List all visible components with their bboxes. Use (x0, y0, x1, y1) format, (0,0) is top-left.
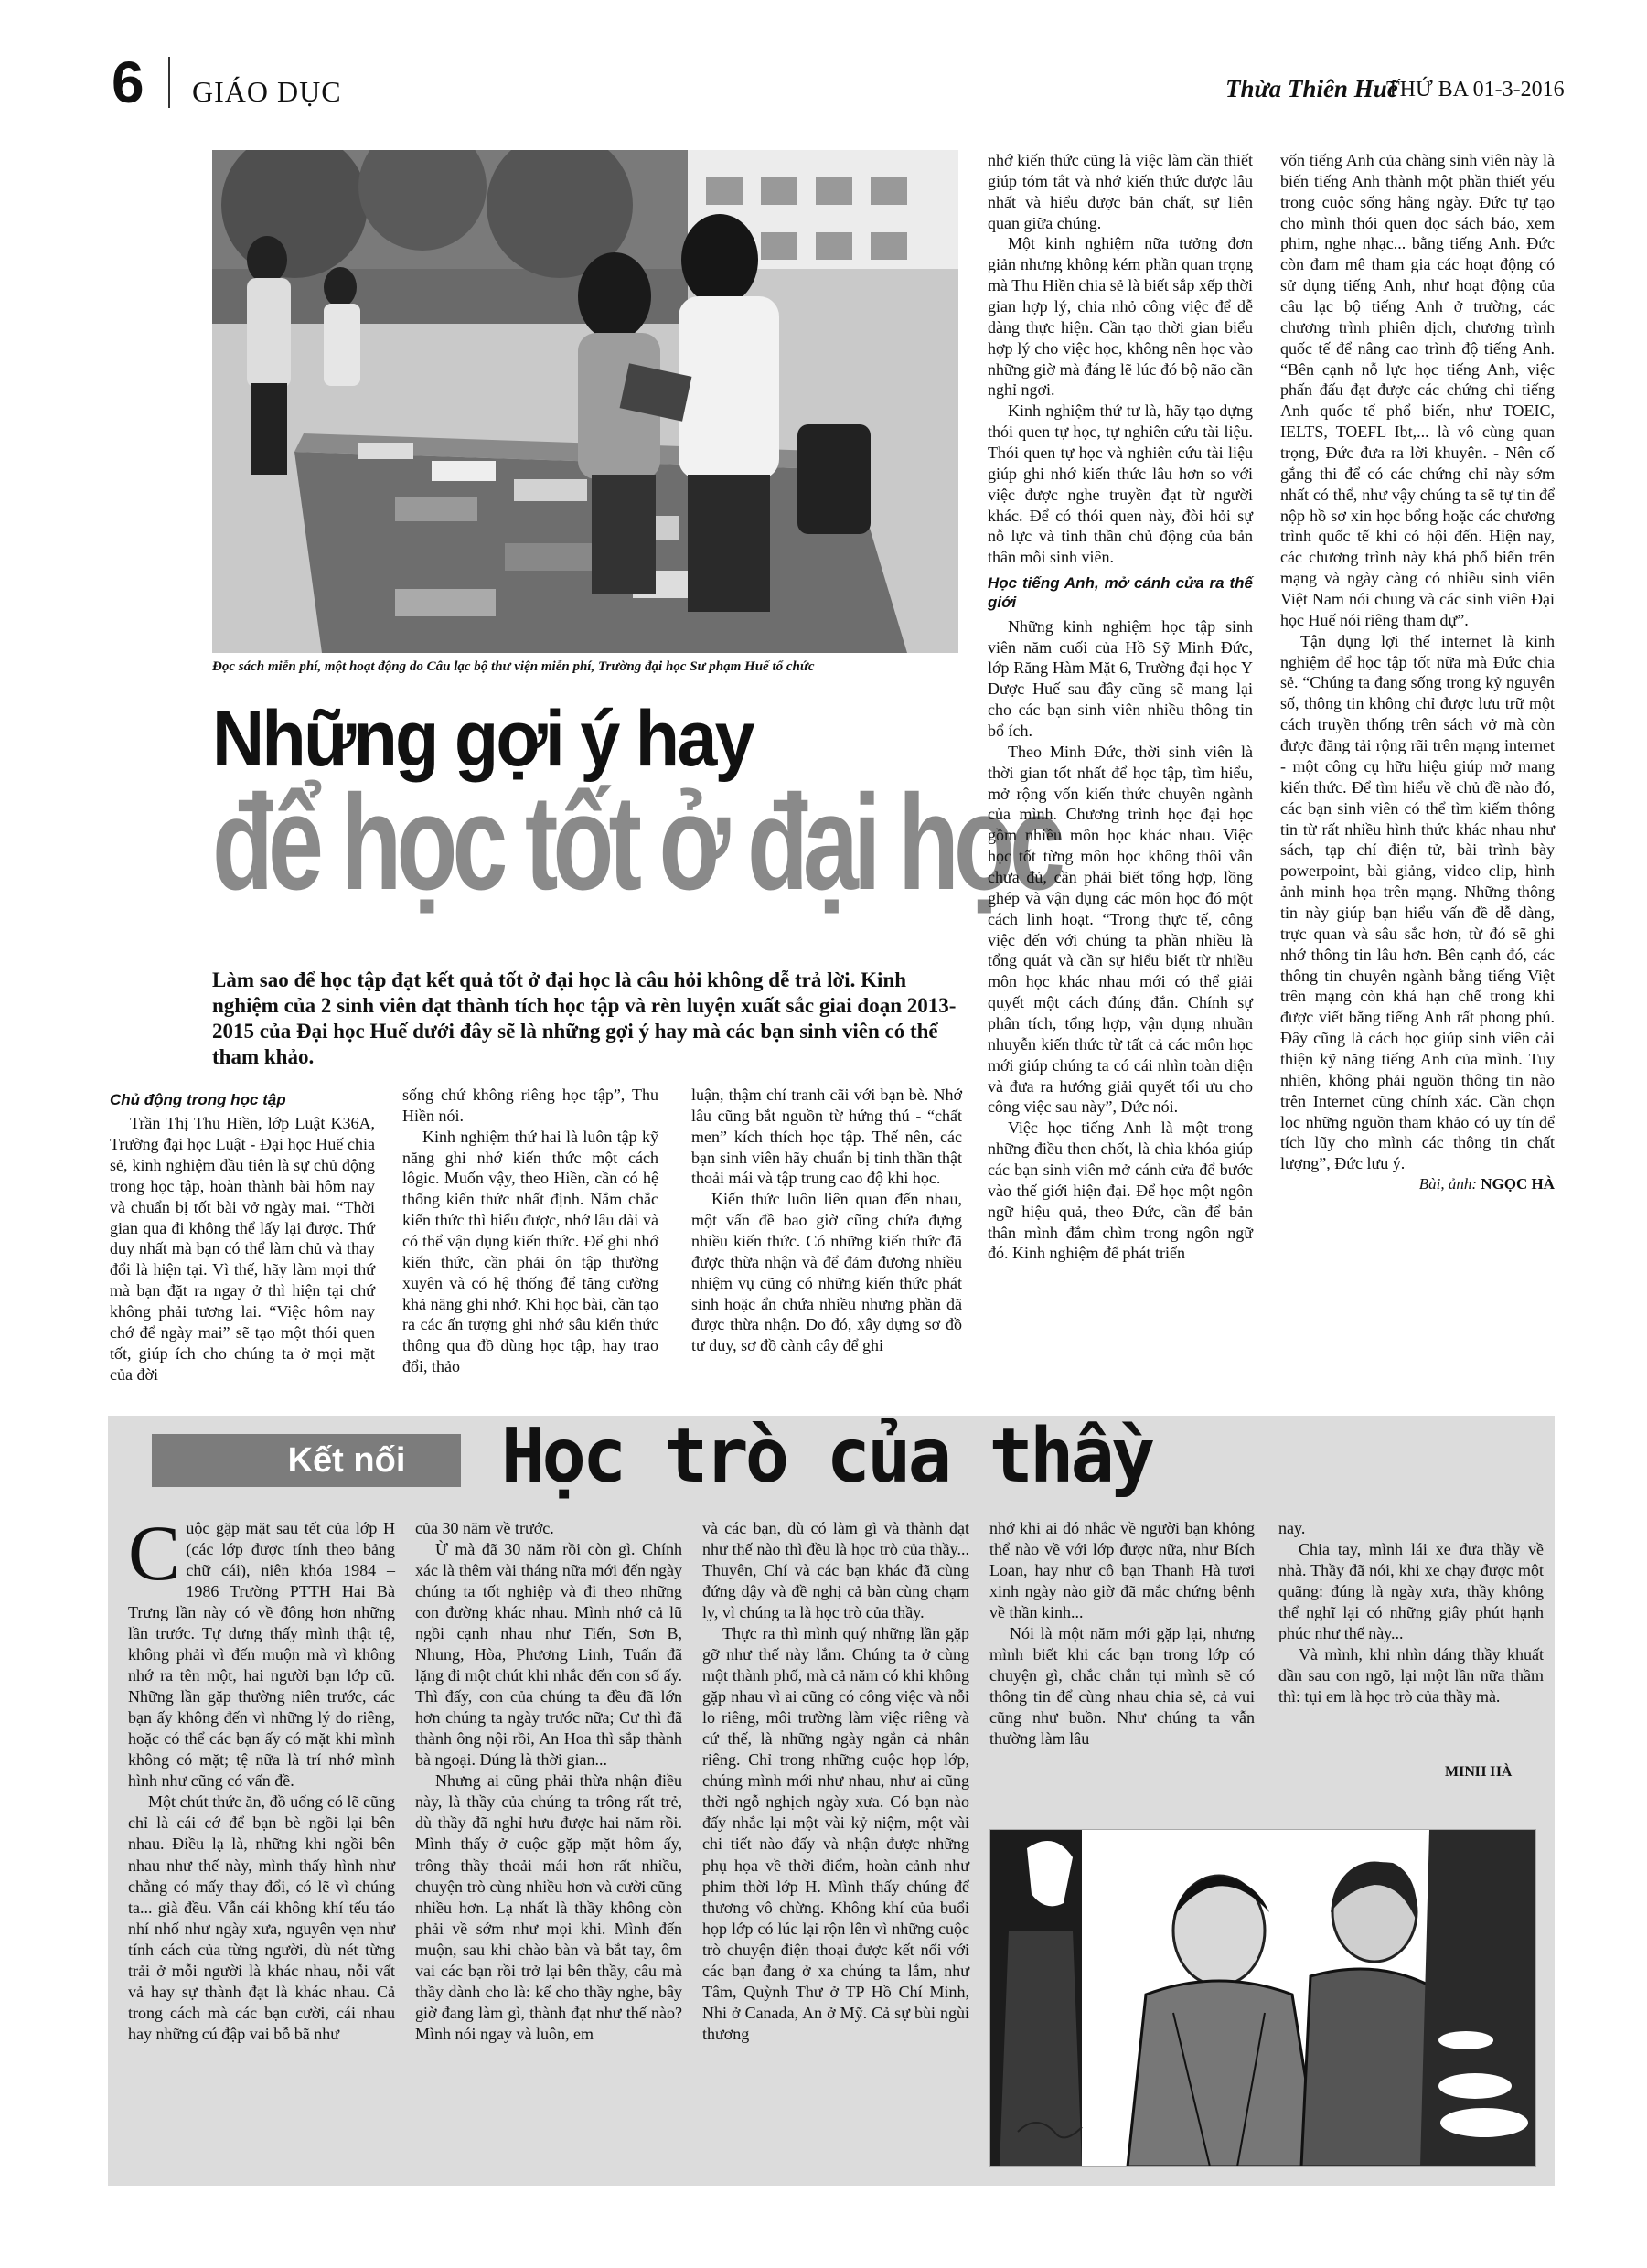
paragraph: luận, thậm chí tranh cãi với bạn bè. Nhớ lâu cũng bắt nguồn từ hứng thú - “chất men” kích thích học tập. Thế nên, các bạn sinh viên hãy chuẩn bị tinh thần thật thoải mái và tập trung cao độ khi học. (691, 1086, 962, 1188)
paragraph: của 30 năm về trước. (415, 1519, 554, 1537)
paragraph: Trần Thị Thu Hiền, lớp Luật K36A, Trường đại học Luật - Đại học Huế chia sẻ, kinh nghiệm đầu tiên là sự chủ động trong học tập, hoàn thành bài hôm nay và chuẩn bị tốt bài vở ngày mai. “Thời gian qua đi không thể lấy lại được. Thứ duy nhất mà bạn có thể làm chủ và thay đổi là hiện tại. Vì thế, hãy làm mọi thứ mà bạn đặt ra ngay ở thì hiện tại chứ không phải tương lai. “Việc hôm nay chớ để ngày mai” sẽ tạo một thói quen tốt, giúp ích cho chúng ta ở mọi mặt của đời (110, 1114, 375, 1384)
paragraph: Ừ mà đã 30 năm rồi còn gì. Chính xác là thêm vài tháng nữa mới đến ngày chúng ta tốt nghiệp và đi theo những con đường khác nhau. Mình nhớ cả lũ ngồi cạnh nhau như Tiến, Sơn B, Nhung, Hòa, Phương Linh, Tuấn đã lặng đi một chút khi nhắc đến con số ấy. Thì đấy, con của chúng ta đều đã lớn hơn chúng ta ngày trước nữa; Cư thì đã thành ông nội rồi, An Hoa thì sắp thành bà ngoại. Đúng là thời gian... (415, 1540, 682, 1770)
ket-noi-column-5 (1278, 1518, 1544, 1707)
paragraph: Kinh nghiệm thứ hai là luôn tập kỹ năng ghi nhớ kiến thức một cách lôgic. Muốn vậy, theo Hiền, cần có hệ thống kiến thức nhất định. Nắm chắc kiến thức thì hiểu được, nhớ lâu dài và có thể vận dụng kiến thức. Để ghi nhớ kiến thức, cần phải ôn tập thường xuyên và có hệ thống để tăng cường khả năng ghi nhớ. Khi học bài, cần tạo ra các ấn tượng ghi nhớ sâu kiến thức thông qua đồ dùng học tập, hay trao đổi, thảo (402, 1127, 658, 1376)
paragraph: và các bạn, dù có làm gì và thành đạt như thế nào thì đều là học trò của thầy... Thuyên, Chí và các bạn khác đã cùng đứng dậy và đề nghị cả bàn cùng chạm ly, vì chúng ta là học trò của thầy. (702, 1519, 969, 1622)
ket-noi-column-2 (415, 1518, 682, 2045)
byline-author: NGỌC HÀ (1481, 1175, 1555, 1193)
subheading: Chủ động trong học tập (110, 1091, 286, 1108)
paragraph: Thực ra thì mình quý những lần gặp gỡ như thế này lắm. Chúng ta ở cùng một thành phố, mà cả năm có khi không gặp nhau vì ai cũng có công việc và nỗi lo riêng, môi trường làm việc riêng và cứ thế, là những ngày ngắn cả nhân riêng. Chỉ trong những cuộc họp lớp, chúng mình mới như nhau, như ai cũng thời ngỗ nghịch ngày xưa. Có bạn nào đấy nhắc lại một vài kỷ niệm, một vài chi tiết nào đấy và nhận được những phụ họa về thời điểm, hoàn cảnh như phim thời lớp H. Mình thấy chúng để thương vô chừng. Không khí của buổi họp lớp có lúc lại rộn lên vì những cuộc trò chuyện điện thoại được kết nối với các bạn đang ở xa chúng ta lắm, như Tâm, Quỳnh Thư ở TP Hồ Chí Minh, Nhi ở Canada, An ở Mỹ. Cả sự bùi ngùi thương (702, 1624, 969, 2043)
paragraph: Kinh nghiệm thứ tư là, hãy tạo dựng thói quen tự học, tự nghiên cứu tài liệu. Thói quen tự học và nghiên cứu tài liệu giúp ghi nhớ kiến thức lâu hơn so với việc được nghe truyền đạt từ người khác. Để có thói quen này, đòi hỏi sự nỗ lực và tinh thần chủ động của bản thân mỗi sinh viên. (988, 401, 1253, 567)
paragraph: sống chứ không riêng học tập”, Thu Hiền nói. (402, 1086, 658, 1125)
paragraph: vốn tiếng Anh của chàng sinh viên này là biến tiếng Anh thành một phần thiết yếu trong cuộc sống hằng ngày. Đức tự tạo cho mình thói quen đọc sách báo, xem phim, nghe nhạc... bằng tiếng Anh. Đức còn đam mê tham gia các hoạt động có sử dụng tiếng Anh, như hoạt động của câu lạc bộ tiếng Anh ở trường, các chương trình phiên dịch, chương trình quốc tế để nâng cao trình độ tiếng Anh. “Bên cạnh nỗ lực học tiếng Anh, việc phấn đấu đạt được các chứng chỉ tiếng Anh quốc tế phổ biến, như TOEIC, IELTS, TOEFL Ibt,... là vô cùng quan trọng, Đức đưa ra lời khuyên. - Nên cố gắng thi để có các chứng chỉ này sớm nhất có thể, như vậy chúng ta sẽ tự tin để nộp hồ sơ xin học bổng hoặc các chương trình quốc tế khi có hội đến. Hiện nay, các chương trình này khá phổ biến trên mạng và ngày càng có nhiều sinh viên Việt Nam nói chung và các sinh viên Đại học Huế nói riêng tham dự”. (1280, 151, 1555, 629)
paragraph: Một kinh nghiệm nữa tưởng đơn giản nhưng không kém phần quan trọng mà Thu Hiền chia sẻ là biết sắp xếp thời gian hợp lý, chia nhỏ công việc để dễ dàng thực hiện. Cần tạo thời gian biểu hợp lý cho việc học, không nên học vào những giờ mà đáng lẽ lúc đó bộ não cần nghỉ ngơi. (988, 234, 1253, 400)
paragraph: Chia tay, mình lái xe đưa thầy về nhà. Thầy đã nói, khi xe chạy được một quãng: đúng là ngày xưa, thầy không thể nghĩ lại có những giây phút hạnh phúc như thế này... (1278, 1540, 1544, 1643)
article-lede: Làm sao để học tập đạt kết quả tốt ở đại học là câu hỏi không dễ trả lời. Kinh nghiệm của 2 sinh viên đạt thành tích học tập và rèn luyện xuất sắc giai đoạn 2013-2015 của Đại học Huế dưới đây sẽ là những gợi ý hay mà các bạn sinh viên có thể tham khảo. (212, 968, 957, 1069)
issue-date: THỨ BA 01-3-2016 (1386, 78, 1565, 102)
subheading: Học tiếng Anh, mở cánh cửa ra thế giới (988, 574, 1253, 612)
header-divider (168, 57, 170, 108)
paragraph: Cuộc gặp mặt sau tết của lớp H (các lớp được tính theo bảng chữ cái), niên khóa 1984 – 1986 Trường PTTH Hai Bà Trưng lần này có về đông hơn những lần trước. Tự dưng thấy mình thật tệ, không phải vì đến muộn mà vì không nhớ ra tên một, hai người bạn lớp cũ. Những lần gặp thường niên trước, các bạn ấy không đến vì những lý do riêng, hoặc có thể các bạn ấy có mặt khi mình không có mặt; tệ nữa là trí nhớ mình hình như cũng có vấn đề. (128, 1509, 395, 1791)
headline-line-1: Những gợi ý hay (212, 695, 753, 783)
paragraph: Kiến thức luôn liên quan đến nhau, một vấn đề bao giờ cũng chứa đựng nhiều kiến thức. Có những kiến thức đã được thừa nhận và để đảm đương nhiều nhiệm vụ cũng có những kiến thức phát sinh hoặc ẩn chứa nhiều nhưng phần đã được thừa nhận. Do đó, xây dựng sơ đồ tư duy, sơ đồ cành cây để ghi (691, 1190, 962, 1355)
page-number: 6 (112, 49, 144, 115)
paragraph: nay. (1278, 1519, 1306, 1537)
paragraph: Và mình, khi nhìn dáng thầy khuất dần sau con ngõ, lại một lần nữa thầm thì: tụi em là học trò của thầy mà. (1278, 1645, 1544, 1706)
photo-caption: Đọc sách miễn phí, một hoạt động do Câu lạc bộ thư viện miễn phí, Trường đại học Sư phạm Huế tổ chức (212, 659, 815, 674)
drop-cap: C (128, 1509, 181, 1597)
article-column-3 (691, 1085, 962, 1356)
article-column-5 (1280, 150, 1555, 1194)
section-title: GIÁO DỤC (192, 75, 342, 108)
paragraph: Tận dụng lợi thế internet là kinh nghiệm để học tập tốt nữa mà Đức chia sẻ. “Chúng ta đang sống trong kỷ nguyên số, thông tin không chỉ được lưu trữ một cách truyền thống trên sách vở mà còn được đăng tải rộng rãi trên mạng internet - một công cụ hữu hiệu giúp mở mang kiến thức. Để tìm hiểu về chủ đề nào đó, các bạn sinh viên có thể tìm kiếm thông tin từ rất nhiều hình thức khác nhau như sách, tạp chí điện tử, bài trình bày powerpoint, bài giảng, video clip, hình ảnh minh họa trên mạng. Những thông tin này giúp bạn hiểu vấn đề dễ dàng, trực quan và sâu sắc hơn, từ đó sẽ ghi nhớ thông tin lâu hơn. Bên cạnh đó, các thông tin chuyên ngành bằng tiếng Việt trên mạng còn khá hạn chế trong khi được viết bằng tiếng Anh rất phong phú. Đây cũng là cách học giúp sinh viên cải thiện kỹ năng tiếng Anh của mình. Tuy nhiên, không phải nguồn thông tin nào trên Internet cũng chính xác. Cần chọn lọc những nguồn tham khảo có uy tín để tích lũy cho mình các thông tin chất lượng”, Đức lưu ý. (1280, 631, 1555, 1173)
paragraph: Một chút thức ăn, đồ uống có lẽ cũng chỉ là cái cớ để bạn bè ngồi lại bên nhau. Điều lạ là, những khi ngồi bên nhau như thế này, mình thấy hình như chẳng có mấy thay đổi, có lẽ vì chúng ta... già đều. Vẫn cái không khí tếu táo nhí nhố như ngày xưa, nguyên vẹn như tính cách của từng người, dù nét từng trải ở mỗi người là khác nhau, nỗi vất vả hay sự thành đạt là khác nhau. Cả trong cách mà các bạn cười, cái nhau hay những cú đập vai bỗ bã như (128, 1792, 395, 2043)
newspaper-name: Thừa Thiên Huế (1225, 75, 1398, 102)
article-photo (212, 150, 958, 653)
illustration-teacher-and-students (990, 1830, 1535, 2166)
section-tag-strip (152, 1434, 232, 1487)
headline-line-2: để học tốt ở đại học (212, 767, 1060, 918)
paragraph: Việc học tiếng Anh là một trong những điều then chốt, là chìa khóa giúp các bạn sinh viên mở cánh cửa để bước vào thế giới hiện đại. Để học một ngôn ngữ hiệu quả, theo Đức, cần để bản thân mình đắm chìm trong ngôn ngữ đó. Kinh nghiệm để phát triển (988, 1118, 1253, 1263)
paragraph: Nói là một năm mới gặp lại, nhưng mình biết khi các bạn trong lớp có chuyện gì, chắc chắn tụi mình sẽ có thông tin để cùng nhau chia sẻ, cả vui cũng như buồn. Như chúng ta vẫn thường làm lâu (989, 1624, 1255, 1749)
ket-noi-column-1 (128, 1509, 395, 2045)
article-column-4 (988, 150, 1253, 1264)
paragraph: Nhưng ai cũng phải thừa nhận điều này, là thầy của chúng ta trông rất trẻ, dù thầy đã nghỉ hưu được hai năm rồi. Mình thấy ở cuộc gặp mặt hôm ấy, trông thầy thoải mái hơn rất nhiều, chuyện trò cùng nhiều hơn và cười cũng nhiều hơn. Lạ nhất là thầy không còn phải về sớm như mọi khi. Mình đến muộn, sau khi chào bàn và bắt tay, ôm vai các bạn rồi trở lại bên thầy, câu mà thầy dành cho là: kể cho thầy nghe, bây giờ đang làm gì, thành đạt như thế nào? Mình nói ngay và luôn, em (415, 1771, 682, 2043)
paragraph: Theo Minh Đức, thời sinh viên là thời gian tốt nhất để học tập, tìm hiểu, mở rộng vốn kiến thức chuyên ngành của mình. Chương trình học đại học gồm nhiều môn học khác nhau. Việc học tốt từng môn học không thôi vẫn chưa đủ, cần phải biết tổng hợp, lồng ghép và vận dụng các môn học đó một cách linh hoạt. “Trong thực tế, công việc đến với chúng ta phần nhiều là tổng quát và cần sự hiểu biết từ nhiều môn học khác nhau mới có thể giải quyết một cách đúng đắn. Chính sự phân tích, tổng hợp, vận dụng nhuần nhuyễn kiến thức từ tất cả các môn học mới giúp chúng ta có cái nhìn toàn diện và đưa ra hướng giải quyết tối ưu cho công việc sau này”, Đức nói. (988, 742, 1253, 1117)
section-tag: Kết nối (232, 1434, 461, 1487)
ket-noi-headline: Học trò của thầy (501, 1413, 1152, 1500)
illustration (989, 1829, 1536, 2167)
byline-prefix: Bài, ảnh: (1418, 1175, 1477, 1193)
ket-noi-signature: MINH HÀ (1445, 1764, 1513, 1780)
paragraph: nhớ kiến thức cũng là việc làm cần thiết giúp tóm tắt và nhớ kiến thức được lâu nhất và hiểu được bản chất, sự liên quan giữa chúng. (988, 151, 1253, 232)
ket-noi-column-4 (989, 1518, 1255, 1749)
byline (1280, 1174, 1555, 1194)
paragraph: nhớ khi ai đó nhắc về người bạn không thể nào về với lớp được nữa, như Bích Loan, hay như cô bạn Thanh Hà tươi xinh ngày nào giờ đã mắc chứng bệnh về thần kinh... (989, 1519, 1255, 1622)
paragraph: Những kinh nghiệm học tập sinh viên năm cuối của Hồ Sỹ Minh Đức, lớp Răng Hàm Mặt 6, Trường đại học Y Dược Huế sau đây cũng sẽ mang lại cho các bạn sinh viên nhiều thông tin bổ ích. (988, 616, 1253, 740)
article-column-1 (110, 1085, 375, 1385)
ket-noi-column-3 (702, 1518, 969, 2045)
article-column-2 (402, 1085, 658, 1377)
photo-students-reading-books (212, 150, 958, 653)
